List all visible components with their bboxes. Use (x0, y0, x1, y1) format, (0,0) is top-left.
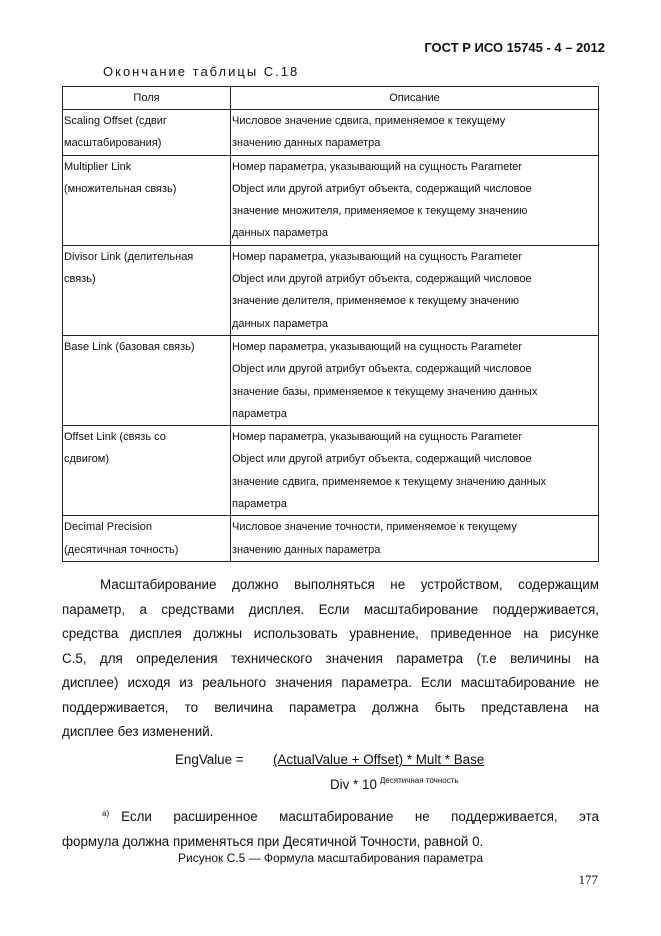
description-cell (231, 516, 599, 562)
scaling-paragraph (62, 573, 599, 745)
description-text: данных параметра (232, 317, 329, 330)
description-text: параметра (232, 498, 287, 511)
column-header-description: Описание (231, 87, 599, 110)
description-text: значение базы, применяемое к текущему значению данных (232, 385, 538, 398)
field-cell (63, 426, 231, 516)
formula-denominator-base: Div * 10 (330, 777, 377, 792)
description-text: значению данных параметра (232, 543, 381, 556)
table-row (63, 516, 599, 562)
description-text: значение делителя, применяемое к текущему значению (232, 295, 519, 308)
column-header-fields: Поля (63, 87, 231, 110)
formula-lhs: EngValue = (175, 752, 244, 767)
description-text: Object или другой атрибут объекта, содержащий числовое (232, 182, 532, 195)
description-text: параметра (232, 407, 287, 420)
table-row (63, 110, 599, 156)
description-text: Номер параметра, указывающий на сущность Parameter (232, 340, 523, 353)
document-code-header: ГОСТ Р ИСО 15745 - 4 – 2012 (424, 40, 605, 55)
note-line: формула должна применяться при Десятичной Точности, равной 0. (62, 834, 484, 849)
formula-note (62, 801, 599, 854)
note-line (62, 801, 599, 829)
description-text: Object или другой атрибут объекта, содержащий числовое (232, 363, 532, 376)
field-text: Scaling Offset (сдвиг (64, 115, 167, 127)
paragraph-line: дисплее) исходя из реального значения параметра. Если масштабирование не (62, 675, 599, 690)
description-text: Номер параметра, указывающий на сущность Parameter (232, 250, 523, 263)
field-text: Multiplier Link (64, 160, 132, 173)
paragraph-line: Масштабирование должно выполняться не устройством, содержащим (100, 577, 599, 592)
paragraph-line: поддерживается, то величина параметра должна быть представлена на (62, 699, 599, 715)
field-text: связь) (64, 273, 96, 286)
description-text: данных параметра (232, 227, 329, 240)
field-text: (десятичная точность) (64, 543, 179, 556)
description-text: значение множителя, применяемое к текущему значению (232, 205, 528, 218)
field-text: (множительная связь) (64, 182, 177, 195)
description-text: Номер параметра, указывающий на сущность Parameter (232, 431, 523, 444)
description-cell (231, 335, 599, 425)
field-cell (63, 245, 231, 335)
field-text: масштабирования) (64, 137, 162, 150)
note-marker: а) (102, 809, 110, 818)
figure-caption: Рисунок С.5 — Формула масштабирования параметра (177, 851, 483, 865)
paragraph-line: С.5, для определения технического значения параметра (т.е величины на (62, 650, 599, 666)
paragraph-line: средства дисплея должны использовать уравнение, приведенное на рисунке (62, 626, 599, 641)
description-text: Числовое значение сдвига, применяемое к текущему (232, 115, 506, 127)
field-text: Decimal Precision (64, 521, 153, 534)
page-number: 177 (578, 872, 598, 887)
description-cell (231, 155, 599, 245)
paragraph-line: дисплее без изменений. (62, 724, 214, 739)
description-text: Номер параметра, указывающий на сущность Parameter (232, 160, 523, 173)
formula-numerator: (ActualValue + Offset) * Mult * Base (273, 752, 485, 767)
field-cell (63, 110, 231, 156)
description-text: Числовое значение точности, применяемое к текущему (232, 521, 517, 534)
table-row (63, 155, 599, 245)
description-text: Object или другой атрибут объекта, содержащий числовое (232, 453, 532, 466)
table-row (63, 245, 599, 335)
field-text: сдвигом) (64, 453, 110, 466)
field-text: Offset Link (связь со (64, 431, 166, 444)
field-text: Base Link (базовая связь) (64, 340, 195, 353)
formula-exponent: Десятичная точность (379, 776, 459, 785)
description-text: значению данных параметра (232, 137, 381, 150)
field-cell (63, 516, 231, 562)
paragraph-line: параметр, а средствами дисплея. Если масштабирование поддерживается, (62, 601, 599, 617)
field-cell (63, 335, 231, 425)
field-cell (63, 155, 231, 245)
description-text: Object или другой атрибут объекта, содержащий числовое (232, 273, 532, 286)
field-text: Divisor Link (делительная (64, 250, 194, 263)
description-cell (231, 245, 599, 335)
table-header-row (63, 87, 599, 110)
table-row (63, 426, 599, 516)
table-continuation-caption: Окончание таблицы С.18 (103, 64, 300, 79)
formula-denominator (330, 776, 459, 792)
description-text: значение сдвига, применяемое к текущему значению данных (232, 475, 547, 488)
description-cell (231, 426, 599, 516)
table-row (63, 335, 599, 425)
parameter-fields-table (62, 86, 599, 562)
note-line-1-text: Если расширенное масштабирование не поддерживается, эта (121, 809, 599, 824)
description-cell (231, 110, 599, 156)
